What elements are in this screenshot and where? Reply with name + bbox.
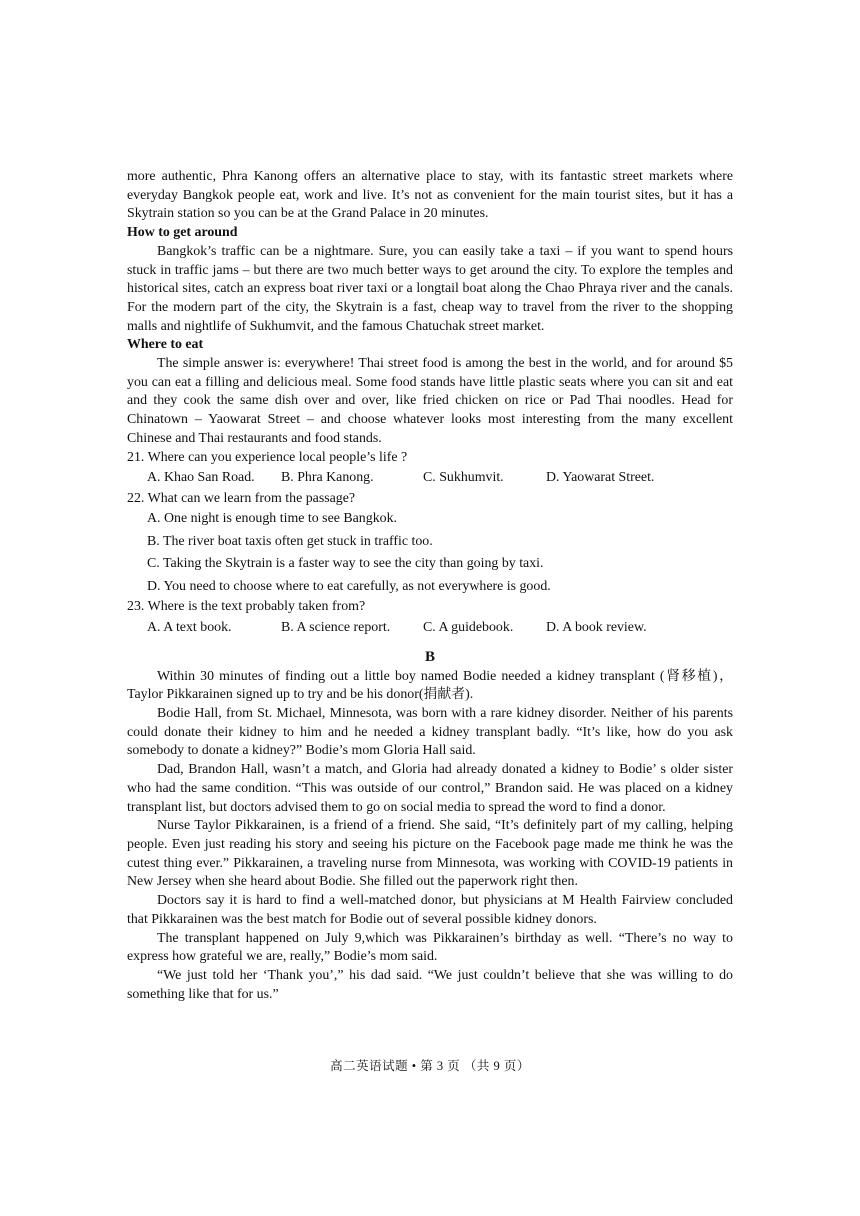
option-b: B. A science report.	[281, 620, 391, 636]
paragraph: Bodie Hall, from St. Michael, Minnesota, was born with a rare kidney disorder. Neither of his parents could donate their kidney to him and he needed a kidney transplant badly. “It’s like, how do you ask somebody to donate a kidney?” Bodie’s mom Gloria Hall said.	[127, 706, 733, 759]
option-b: B. The river boat taxis often get stuck in traffic too.	[147, 533, 433, 549]
paragraph: “We just told her ‘Thank you’,” his dad said. “We just couldn’t believe that she was willing to do something like that for us.”	[127, 967, 733, 1002]
question-23-options	[147, 617, 733, 640]
option-d: D. Yaowarat Street.	[546, 470, 655, 486]
page-content	[127, 168, 733, 1004]
option-b: B. Phra Kanong.	[281, 470, 374, 486]
heading-how-to-get-around: How to get around	[127, 225, 238, 241]
page-footer: 高二英语试题 • 第 3 页 （共 9 页）	[330, 1059, 530, 1073]
paragraph: Dad, Brandon Hall, wasn’t a match, and Gloria had already donated a kidney to Bodie’ s older sister who had the same condition. “This was outside of our control,” Brandon said. He was placed on a kidney transplant list, but doctors advised them to go on social media to spread the word to find a donor.	[127, 762, 733, 815]
question-21: 21. Where can you experience local people’s life ?	[127, 449, 408, 465]
paragraph-where-to-eat: The simple answer is: everywhere! Thai street food is among the best in the world, and for around $5 you can eat a filling and delicious meal. Some food stands have little plastic seats where you can sit and eat and they cook the same dish over and over, like fried chicken on rice or Pad Thai noodles. Head for Chinatown – Yaowarat Street – and choose whatever looks most interesting from the many excellent Chinese and Thai restaurants and food stands.	[127, 356, 733, 446]
heading-where-to-eat: Where to eat	[127, 337, 204, 353]
paragraph-getting-around: Bangkok’s traffic can be a nightmare. Sure, you can easily take a taxi – if you want to spend hours stuck in traffic jams – but there are two much better ways to get around the city. To explore the temples and historical sites, catch an express boat river taxi or a longtail boat along the Chao Phraya river and the canals. For the modern part of the city, the Skytrain is a fast, cheap way to travel from the river to the shopping malls and nightlife of Sukhumvit, and the famous Chatuchak street market.	[127, 243, 733, 334]
question-23: 23. Where is the text probably taken from?	[127, 599, 366, 615]
paragraph: Nurse Taylor Pikkarainen, is a friend of a friend. She said, “It’s definitely part of my calling, helping people. Even just reading his story and seeing his picture on the Facebook page made me think he was the cutest thing ever.” Pikkarainen, a traveling nurse from Minnesota, was working with COVID-19 patients in New Jersey when she heard about Bodie. She filled out the paperwork right then.	[127, 818, 733, 890]
option-c: C. A guidebook.	[423, 620, 514, 636]
option-d: D. A book review.	[546, 620, 647, 636]
question-21-options	[147, 467, 733, 490]
question-22: 22. What can we learn from the passage?	[127, 490, 356, 506]
option-c: C. Taking the Skytrain is a faster way to see the city than going by taxi.	[147, 556, 544, 572]
section-heading-b: B	[424, 648, 435, 665]
option-c: C. Sukhumvit.	[423, 470, 504, 486]
option-a: A. One night is enough time to see Bangkok.	[147, 511, 397, 527]
paragraph-intro: more authentic, Phra Kanong offers an alternative place to stay, with its fantastic street markets where everyday Bangkok people eat, work and live. It’s not as convenient for the main tourist sites, but it has a Skytrain station so you can be at the Grand Palace in 20 minutes.	[127, 169, 733, 222]
option-a: A. Khao San Road.	[147, 470, 255, 486]
option-d: D. You need to choose where to eat carefully, as not everywhere is good.	[147, 578, 551, 594]
option-a: A. A text book.	[147, 620, 232, 636]
paragraph: Doctors say it is hard to find a well-matched donor, but physicians at M Health Fairview concluded that Pikkarainen was the best match for Bodie out of several possible kidney donors.	[127, 893, 733, 927]
paragraph: The transplant happened on July 9,which was Pikkarainen’s birthday as well. “There’s no way to express how grateful we are, really,” Bodie’s mom said.	[127, 930, 733, 965]
paragraph: Within 30 minutes of finding out a little boy named Bodie needed a kidney transplant (肾移植)，Taylor Pikkarainen signed up to try and be his donor(捐献者).	[127, 668, 733, 703]
